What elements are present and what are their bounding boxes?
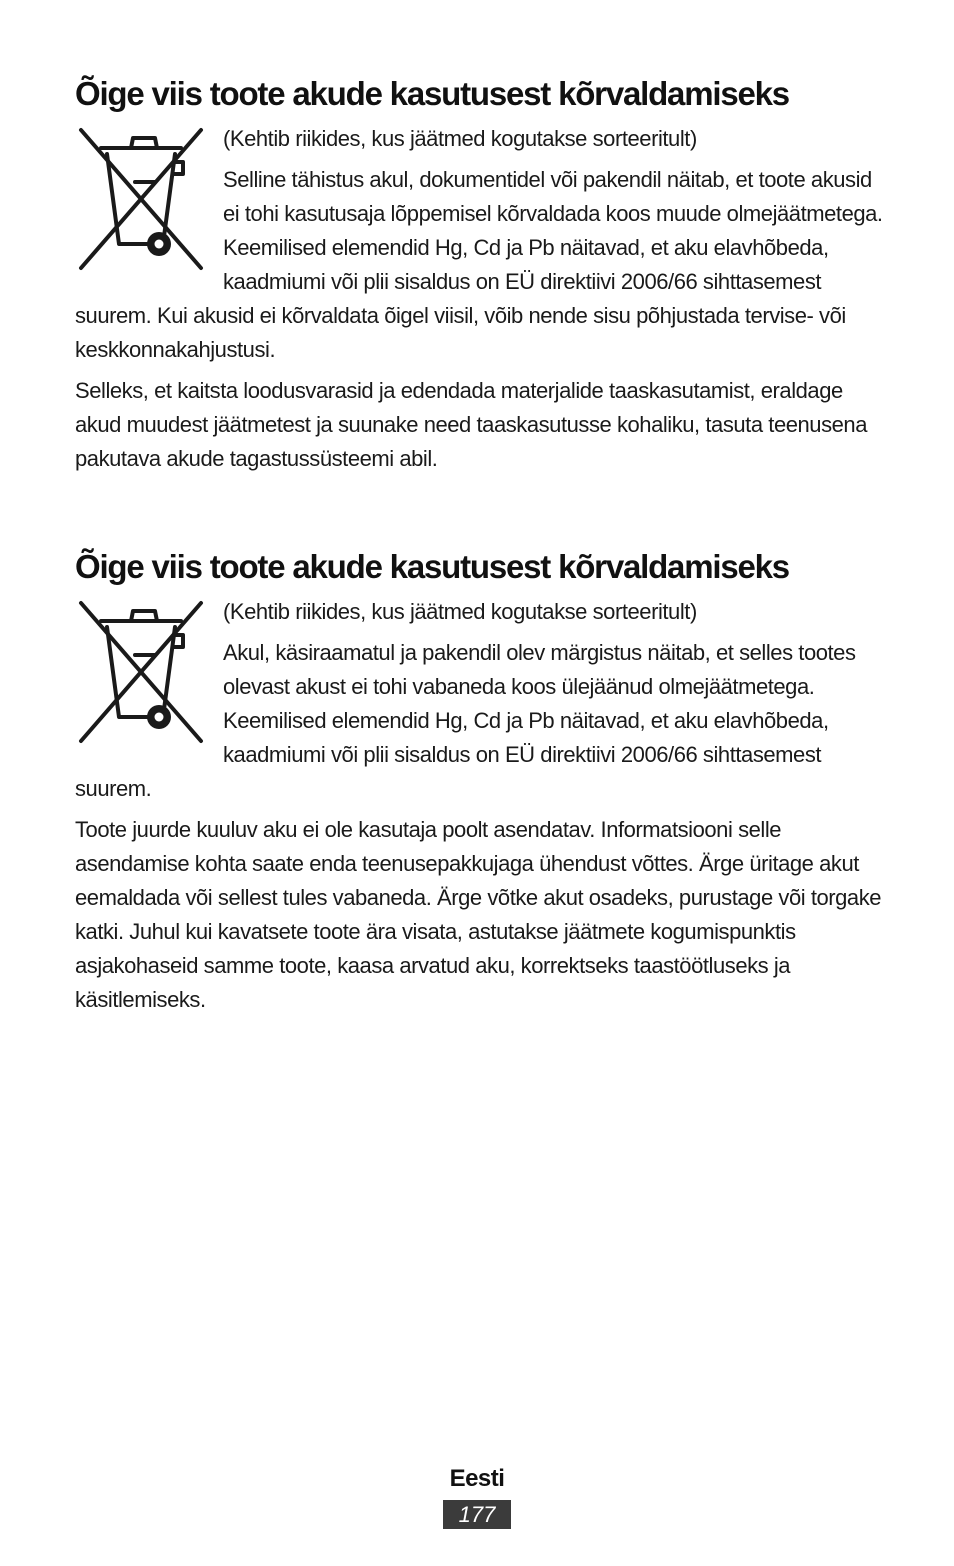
page-footer xyxy=(0,1462,954,1529)
crossed-out-wheelie-bin-icon xyxy=(75,124,215,274)
applicability-note: (Kehtib riikides, kus jäätmed kogutakse sorteeritult) xyxy=(223,599,697,624)
footer-language: Eesti xyxy=(449,1465,505,1492)
page-number: 177 xyxy=(443,1500,511,1529)
crossed-out-wheelie-bin-icon xyxy=(75,597,215,747)
applicability-note: (Kehtib riikides, kus jäätmed kogutakse sorteeritult) xyxy=(223,126,697,151)
marking-explanation: Akul, käsiraamatul ja pakendil olev märgistus näitab, et selles tootes olevast akust ei tohi vabaneda koos ülejäänud olmejäätmetega. Keemilised elemendid Hg, Cd ja Pb näitavad, et aku elavhõbeda, kaadmiumi või plii sisaldus on EÜ direktiivi 2006/66 sihttasemest suurem. xyxy=(75,640,856,801)
battery-disposal-section-1 xyxy=(75,72,885,483)
section-heading: Õige viis toote akude kasutusest kõrvaldamiseks xyxy=(75,548,789,585)
recycling-instruction: Selleks, et kaitsta loodusvarasid ja edendada materjalide taaskasutamist, eraldage akud muudest jäätmetest ja suunake need taaskasutusse kohaliku, tasuta teenusena pakutava akude tagastussüsteemi abil. xyxy=(75,378,867,471)
battery-disposal-section-2 xyxy=(75,545,885,1024)
section-intro xyxy=(75,122,885,367)
replacement-instruction: Toote juurde kuuluv aku ei ole kasutaja poolt asendatav. Informatsiooni selle asendamise kohta saate enda teenusepakkujaga ühendust võttes. Ärge üritage akut eemaldada või sellest tules vabaneda. Ärge võtke akut osadeks, purustage või torgake katki. Juhul kui kavatsete toote ära visata, astutakse jäätmete kogumispunktis asjakohaseid samme toote, kaasa arvatud aku, korrektseks taastöötluseks ja käsitlemiseks. xyxy=(75,817,882,1012)
section-intro xyxy=(75,595,885,806)
section-heading: Õige viis toote akude kasutusest kõrvaldamiseks xyxy=(75,75,789,112)
marking-explanation: Selline tähistus akul, dokumentidel või pakendil näitab, et toote akusid ei tohi kasutusaja lõppemisel kõrvaldada koos muude olmejäätmetega. Keemilised elemendid Hg, Cd ja Pb näitavad, et aku elavhõbeda, kaadmiumi või plii sisaldus on EÜ direktiivi 2006/66 sihttasemest suurem. Kui akusid ei kõrvaldata õigel viisil, võib nende sisu põhjustada tervise- või keskkonnakahjustusi. xyxy=(75,167,883,362)
